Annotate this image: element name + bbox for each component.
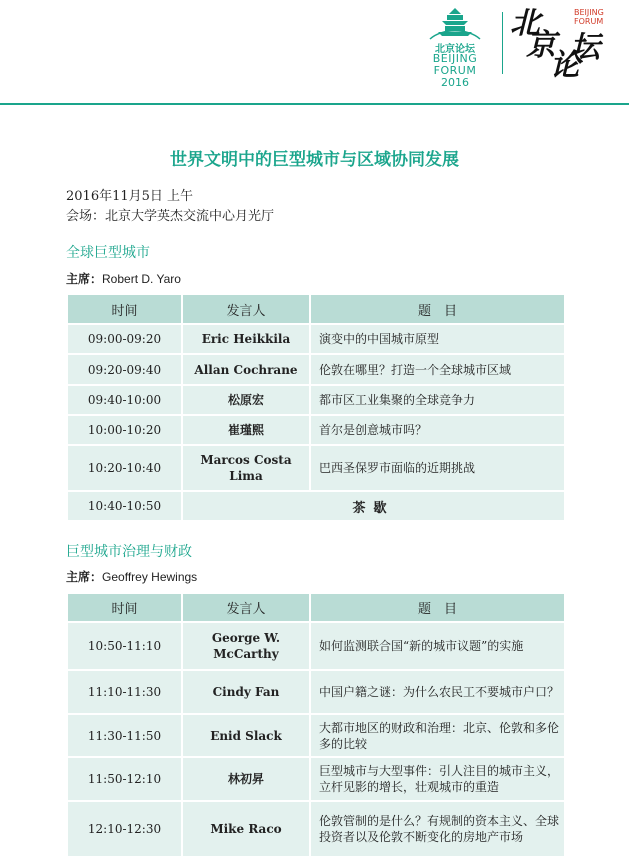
- section-title-2: 巨型城市治理与财政: [66, 544, 192, 560]
- tea-break-row: [67, 491, 565, 521]
- topic-cell: 巴西圣保罗市面临的近期挑战: [310, 445, 565, 491]
- time-cell: 11:10-11:30: [67, 670, 182, 714]
- logo-divider: [502, 12, 503, 74]
- time-cell: 09:40-10:00: [67, 385, 182, 415]
- topic-cell: 大都市地区的财政和治理：北京、伦敦和多伦多的比较: [310, 714, 565, 757]
- topic-cell: 中国户籍之谜：为什么农民工不要城市户口？: [310, 670, 565, 714]
- speaker-cell: Marcos Costa Lima: [182, 445, 310, 491]
- table-row: [67, 415, 565, 445]
- topic-cell: 如何监测联合国“新的城市议题”的实施: [310, 622, 565, 670]
- session-venue: 会场：北京大学英杰交流中心月光厅: [66, 209, 275, 224]
- tea-break-label: 茶歇: [182, 491, 565, 521]
- page-title: 世界文明中的巨型城市与区域协同发展: [170, 150, 459, 170]
- speaker-cell: Mike Raco: [182, 801, 310, 857]
- chair-name: Geoffrey Hewings: [102, 570, 198, 584]
- calligraphy-char: 北: [510, 6, 540, 41]
- speaker-cell: 松原宏: [182, 385, 310, 415]
- time-cell: 09:00-09:20: [67, 324, 182, 354]
- header-rule: [0, 103, 629, 105]
- time-cell: 10:40-10:50: [67, 491, 182, 521]
- beijing-forum-label: [574, 8, 604, 26]
- header-topic: 题 目: [310, 294, 565, 324]
- chair-label: 主席：: [66, 570, 103, 584]
- topic-cell: 都市区工业集聚的全球竞争力: [310, 385, 565, 415]
- logo-en-line2: FORUM: [433, 64, 477, 77]
- time-cell: 10:50-11:10: [67, 622, 182, 670]
- speaker-cell: 林初昇: [182, 757, 310, 801]
- header-speaker: 发言人: [182, 294, 310, 324]
- time-cell: 12:10-12:30: [67, 801, 182, 857]
- chair-label: 主席：: [66, 272, 103, 286]
- section-title-1: 全球巨型城市: [66, 245, 150, 261]
- table-row: [67, 354, 565, 385]
- table-row: [67, 801, 565, 857]
- table-row: [67, 622, 565, 670]
- header-topic: 题 目: [310, 593, 565, 622]
- speaker-cell: George W. McCarthy: [182, 622, 310, 670]
- calligraphy-char: 坛: [570, 30, 600, 65]
- header-speaker: 发言人: [182, 593, 310, 622]
- session-date: 2016年11月5日 上午: [66, 189, 194, 204]
- temple-of-heaven-icon: [428, 6, 482, 40]
- table-row: [67, 445, 565, 491]
- chair-line-2: [66, 568, 197, 585]
- bf-label-line1: BEIJING: [574, 8, 604, 17]
- speaker-cell: Cindy Fan: [182, 670, 310, 714]
- schedule-table-1: [66, 293, 566, 522]
- page-header: [0, 0, 629, 104]
- header-time: 时间: [67, 593, 182, 622]
- speaker-cell: 崔瑾熙: [182, 415, 310, 445]
- table-header-row: [67, 593, 565, 622]
- topic-cell: 巨型城市与大型事件：引人注目的城市主义，立杆见影的增长，壮观城市的重造: [310, 757, 565, 801]
- time-cell: 11:30-11:50: [67, 714, 182, 757]
- topic-cell: 演变中的中国城市原型: [310, 324, 565, 354]
- logo-cn-name: 北京论坛: [435, 44, 475, 55]
- time-cell: 10:20-10:40: [67, 445, 182, 491]
- table-row: [67, 324, 565, 354]
- logo-year: 2016: [441, 76, 469, 89]
- time-cell: 11:50-12:10: [67, 757, 182, 801]
- calligraphy-char: 京: [526, 28, 556, 63]
- topic-cell: 伦敦在哪里？打造一个全球城市区域: [310, 354, 565, 385]
- table-row: [67, 670, 565, 714]
- calligraphy-char: 论: [550, 48, 580, 83]
- table-row: [67, 757, 565, 801]
- topic-cell: 伦敦管制的是什么？有规制的资本主义、全球投资者以及伦敦不断变化的房地产市场: [310, 801, 565, 857]
- bf-label-line2: FORUM: [574, 17, 604, 26]
- table-row: [67, 714, 565, 757]
- chair-line-1: [66, 270, 181, 287]
- speaker-cell: Eric Heikkila: [182, 324, 310, 354]
- speaker-cell: Enid Slack: [182, 714, 310, 757]
- table-header-row: [67, 294, 565, 324]
- chair-name: Robert D. Yaro: [102, 272, 181, 286]
- schedule-table-2: [66, 592, 566, 858]
- beijing-forum-logo: [416, 6, 494, 92]
- speaker-cell: Allan Cochrane: [182, 354, 310, 385]
- logo-en-line1: BEIJING: [432, 52, 478, 65]
- header-time: 时间: [67, 294, 182, 324]
- time-cell: 09:20-09:40: [67, 354, 182, 385]
- time-cell: 10:00-10:20: [67, 415, 182, 445]
- topic-cell: 首尔是创意城市吗？: [310, 415, 565, 445]
- table-row: [67, 385, 565, 415]
